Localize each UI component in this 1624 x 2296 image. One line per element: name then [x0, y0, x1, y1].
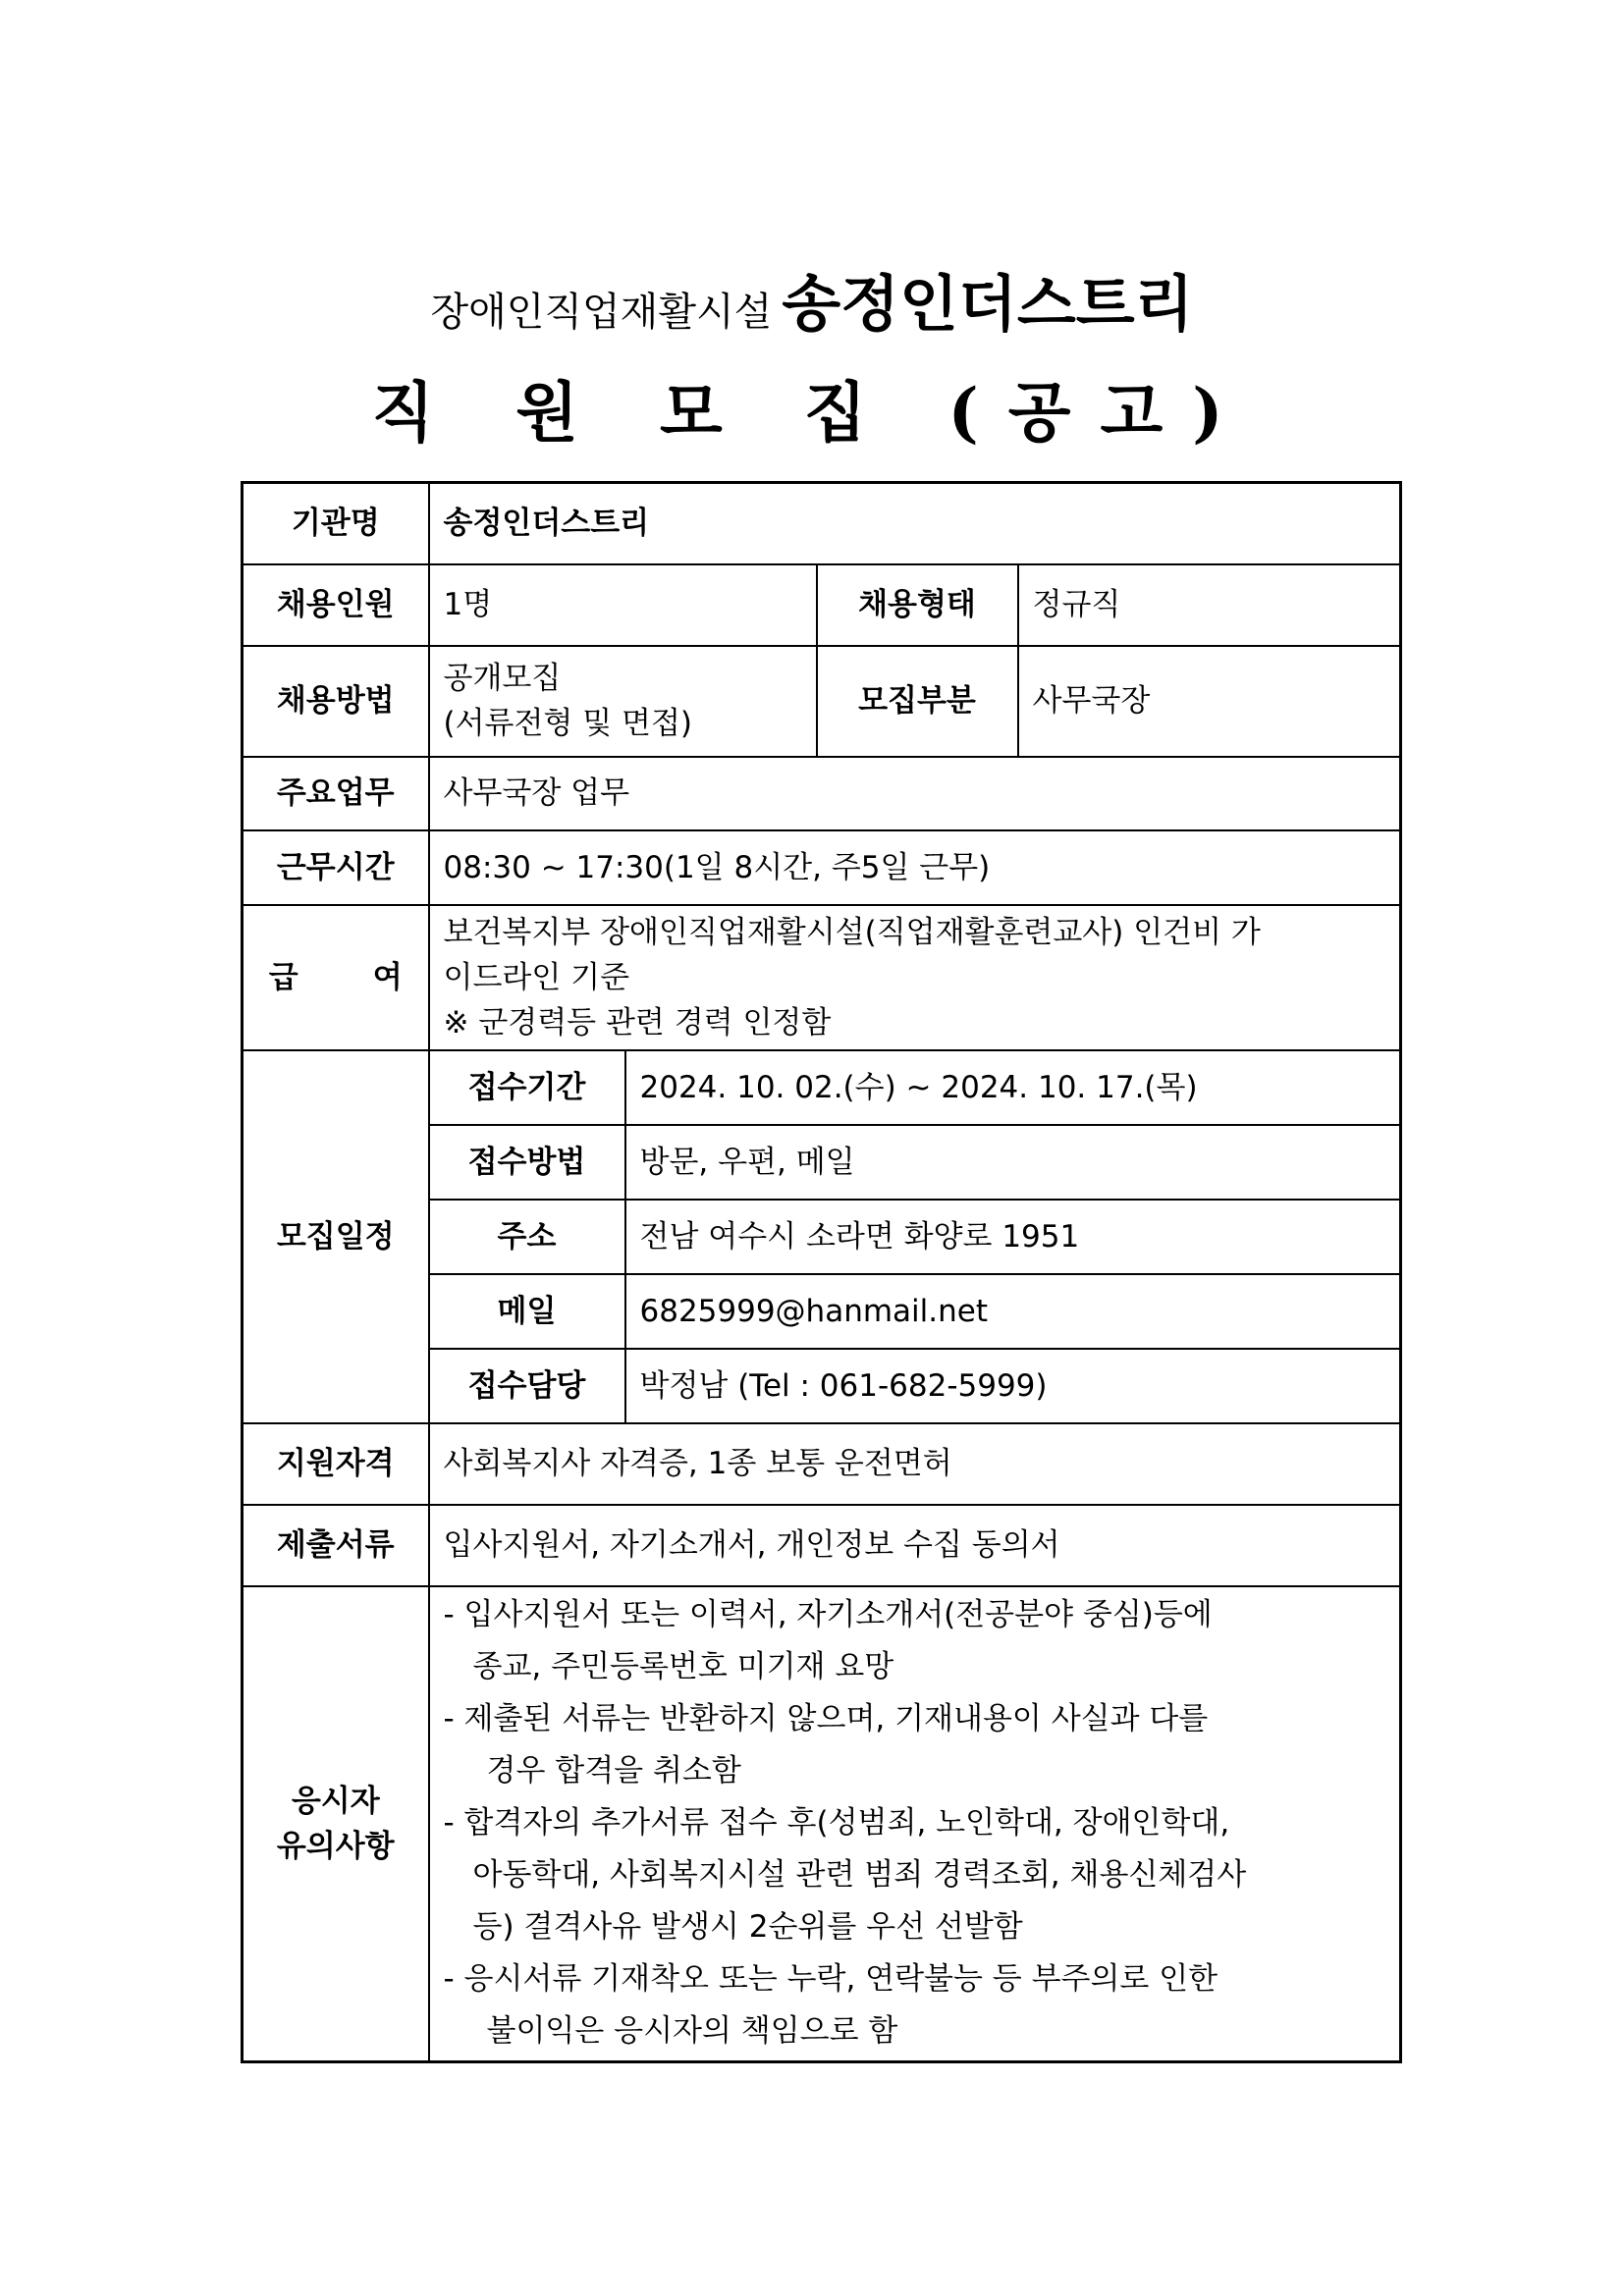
apply-method-label: 접수방법 — [429, 1125, 625, 1200]
address-label: 주소 — [429, 1200, 625, 1274]
notes-label-line-1: 응시자 — [291, 1783, 380, 1819]
org-label: 기관명 — [243, 483, 429, 564]
field-label: 모집부분 — [817, 646, 1018, 757]
headcount-value: 1명 — [429, 564, 817, 646]
row-period — [243, 1050, 1401, 1125]
docs-label: 제출서류 — [243, 1505, 429, 1586]
hours-label: 근무시간 — [243, 830, 429, 905]
qual-value: 사회복지사 자격증, 1종 보통 운전면허 — [429, 1423, 1401, 1505]
note-line: 불이익은 응시자의 책임으로 함 — [486, 2013, 898, 2050]
title-line-2: 직 원 모 집 (공고) — [371, 374, 1253, 451]
row-qualification — [243, 1423, 1401, 1505]
method-value-line-2: (서류전형 및 면접) — [443, 706, 693, 741]
pay-label-char-2: 여 — [372, 959, 403, 995]
title-facility-type: 장애인직업재활시설 — [430, 290, 773, 335]
note-line: 종교, 주민등록번호 미기재 요망 — [472, 1649, 894, 1685]
row-hours — [243, 830, 1401, 905]
method-label: 채용방법 — [243, 646, 429, 757]
docs-value: 입사지원서, 자기소개서, 개인정보 수집 동의서 — [429, 1505, 1401, 1586]
note-line: - 제출된 서류는 반환하지 않으며, 기재내용이 사실과 다를 — [443, 1701, 1209, 1737]
duty-label: 주요업무 — [243, 757, 429, 830]
schedule-label: 모집일정 — [243, 1050, 429, 1423]
notes-value — [429, 1586, 1401, 2062]
email-label: 메일 — [429, 1274, 625, 1349]
hours-value: 08:30 ~ 17:30(1일 8시간, 주5일 근무) — [429, 830, 1401, 905]
field-value: 사무국장 — [1018, 646, 1401, 757]
recruitment-table — [241, 481, 1402, 2063]
pay-label — [243, 905, 429, 1050]
note-line: 경우 합격을 취소함 — [486, 1753, 741, 1789]
note-line: - 합격자의 추가서류 접수 후(성범죄, 노인학대, 장애인학대, — [443, 1805, 1230, 1842]
notes-label — [243, 1586, 429, 2062]
note-line: 등) 결격사유 발생시 2순위를 우선 선발함 — [472, 1909, 1023, 1946]
contact-label: 접수담당 — [429, 1349, 625, 1423]
row-notes — [243, 1586, 1401, 2062]
address-value: 전남 여수시 소라면 화양로 1951 — [625, 1200, 1401, 1274]
period-label: 접수기간 — [429, 1050, 625, 1125]
email-value: 6825999@hanmail.net — [625, 1274, 1401, 1349]
contact-value: 박정남 (Tel : 061-682-5999) — [625, 1349, 1401, 1423]
period-value: 2024. 10. 02.(수) ~ 2024. 10. 17.(목) — [625, 1050, 1401, 1125]
row-headcount — [243, 564, 1401, 646]
notes-label-line-2: 유의사항 — [276, 1828, 395, 1864]
notice-title — [0, 265, 1624, 452]
type-label: 채용형태 — [817, 564, 1018, 646]
org-value: 송정인더스트리 — [429, 483, 1401, 564]
pay-value-line-2: 이드라인 기준 — [443, 959, 630, 995]
pay-value-line-3: ※ 군경력등 관련 경력 인정함 — [443, 1004, 832, 1041]
qual-label: 지원자격 — [243, 1423, 429, 1505]
type-value: 정규직 — [1018, 564, 1401, 646]
duty-value: 사무국장 업무 — [429, 757, 1401, 830]
pay-label-char-1: 급 — [268, 959, 298, 995]
pay-value-line-1: 보건복지부 장애인직업재활시설(직업재활훈련교사) 인건비 가 — [443, 914, 1261, 950]
row-pay — [243, 905, 1401, 1050]
note-line: 아동학대, 사회복지시설 관련 범죄 경력조회, 채용신체검사 — [472, 1857, 1247, 1894]
method-value-line-1: 공개모집 — [443, 661, 562, 696]
title-line-1 — [0, 265, 1624, 344]
row-method — [243, 646, 1401, 757]
apply-method-value: 방문, 우편, 메일 — [625, 1125, 1401, 1200]
headcount-label: 채용인원 — [243, 564, 429, 646]
title-org-name: 송정인더스트리 — [782, 268, 1194, 340]
row-duty — [243, 757, 1401, 830]
row-documents — [243, 1505, 1401, 1586]
pay-value — [429, 905, 1401, 1050]
note-line: - 입사지원서 또는 이력서, 자기소개서(전공분야 중심)등에 — [443, 1597, 1213, 1633]
row-org — [243, 483, 1401, 564]
note-line: - 응시서류 기재착오 또는 누락, 연락불능 등 부주의로 인한 — [443, 1961, 1218, 1998]
method-value — [429, 646, 817, 757]
